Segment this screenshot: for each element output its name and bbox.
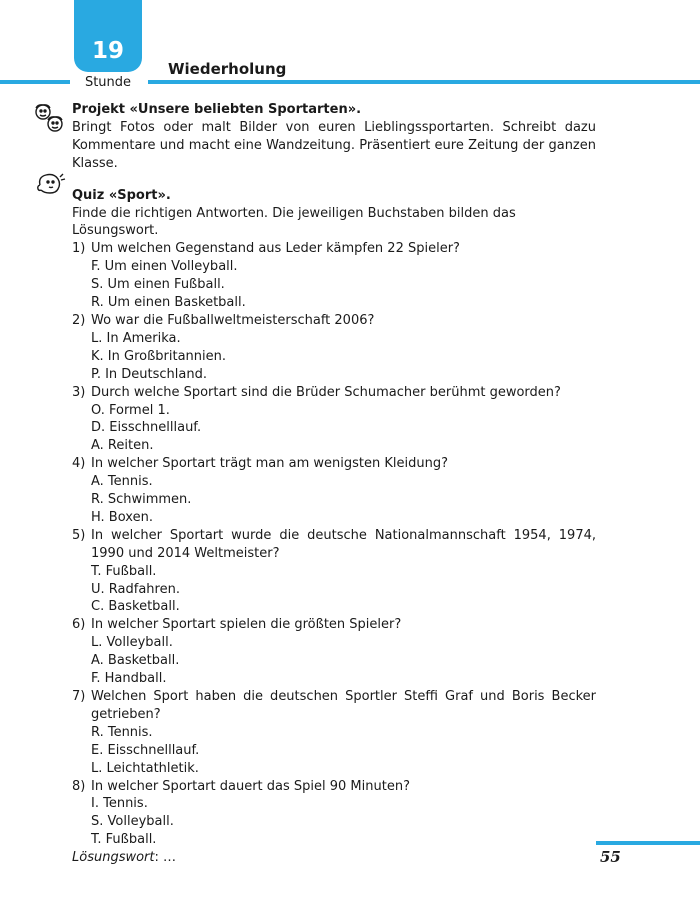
answer-option: A. Tennis. [91, 474, 153, 490]
pair-work-icon [32, 102, 66, 136]
answer-option: K. In Großbritannien. [91, 348, 227, 364]
question-text: In welcher Sportart spielen die größten Spieler? [91, 617, 402, 633]
header-rule-left [0, 80, 70, 84]
answer-option: D. Eisschnelllauf. [91, 420, 202, 436]
question-text: In welcher Sportart trägt man am wenigsten Kleidung? [91, 456, 449, 472]
question-number: 2) [72, 312, 86, 328]
project-title: Projekt «Unsere beliebten Sportarten». [72, 102, 362, 117]
answer-option: F. Handball. [91, 671, 167, 687]
answer-option: S. Volleyball. [91, 814, 174, 830]
question-item [72, 688, 596, 778]
solution-label: Lösungswort [72, 850, 155, 866]
answer-option: L. Leichtathletik. [91, 760, 199, 776]
solution-line [72, 849, 596, 867]
thinking-head-icon [34, 171, 66, 197]
question-item [72, 312, 596, 384]
answer-option: I. Tennis. [91, 796, 148, 812]
question-number: 1) [72, 241, 86, 257]
quiz-title: Quiz «Sport». [72, 187, 171, 203]
answer-option: R. Schwimmen. [91, 492, 192, 508]
answer-option: A. Reiten. [91, 438, 154, 454]
answer-option: U. Radfahren. [91, 581, 180, 597]
question-text: In welcher Sportart wurde die deutsche Nationalmannschaft 1954, 1974, 1990 und 2014 Weltmeister? [91, 527, 596, 561]
solution-suffix: : … [154, 850, 177, 866]
answer-option: T. Fußball. [91, 563, 157, 579]
question-text: Wo war die Fußballweltmeisterschaft 2006? [91, 312, 375, 328]
lesson-tab [74, 0, 142, 72]
answer-option: S. Um einen Fußball. [91, 277, 225, 293]
question-item [72, 384, 596, 456]
question-item [72, 778, 596, 850]
answer-option: A. Basketball. [91, 653, 180, 669]
question-text: In welcher Sportart dauert das Spiel 90 Minuten? [91, 778, 410, 794]
header-rule-right [148, 80, 700, 84]
answer-option: T. Fußball. [91, 832, 157, 848]
question-number: 6) [72, 617, 86, 633]
question-item [72, 455, 596, 527]
lesson-label: Stunde [84, 75, 132, 90]
page-content [72, 101, 596, 867]
answer-option: P. In Deutschland. [91, 366, 207, 382]
answer-option: R. Tennis. [91, 724, 153, 740]
question-text: Durch welche Sportart sind die Brüder Schumacher berühmt geworden? [91, 384, 561, 400]
answer-option: H. Boxen. [91, 509, 153, 525]
question-item [72, 527, 596, 617]
answer-option: L. In Amerika. [91, 330, 181, 346]
question-item [72, 616, 596, 688]
quiz-questions [72, 240, 596, 849]
question-item [72, 240, 596, 312]
question-number: 4) [72, 456, 86, 472]
answer-option: C. Basketball. [91, 599, 180, 615]
question-number: 5) [72, 527, 86, 543]
chapter-title: Wiederholung [168, 60, 287, 78]
answer-option: E. Eisschnelllauf. [91, 742, 200, 758]
answer-option: O. Formel 1. [91, 402, 170, 418]
answer-option: L. Volleyball. [91, 635, 173, 651]
answer-option: F. Um einen Volleyball. [91, 259, 238, 275]
question-text: Um welchen Gegenstand aus Leder kämpfen 22 Spieler? [91, 241, 460, 257]
quiz-instruction: Finde die richtigen Antworten. Die jeweiligen Buchstaben bilden das Lösungswort. [72, 205, 516, 239]
question-text: Welchen Sport haben die deutschen Sportler Steffi Graf und Boris Becker getrieben? [91, 689, 596, 722]
lesson-number: 19 [91, 38, 124, 64]
footer-rule [596, 841, 700, 845]
project-text: Bringt Fotos oder malt Bilder von euren Lieblingssportarten. Schreibt dazu Kommentare und macht eine Wandzeitung. Präsentiert eure Zeitung der ganzen Klasse. [72, 119, 596, 171]
question-number: 7) [72, 689, 86, 704]
page-number: 55 [600, 848, 621, 866]
question-number: 8) [72, 778, 86, 794]
question-number: 3) [72, 384, 86, 400]
answer-option: R. Um einen Basketball. [91, 295, 246, 311]
